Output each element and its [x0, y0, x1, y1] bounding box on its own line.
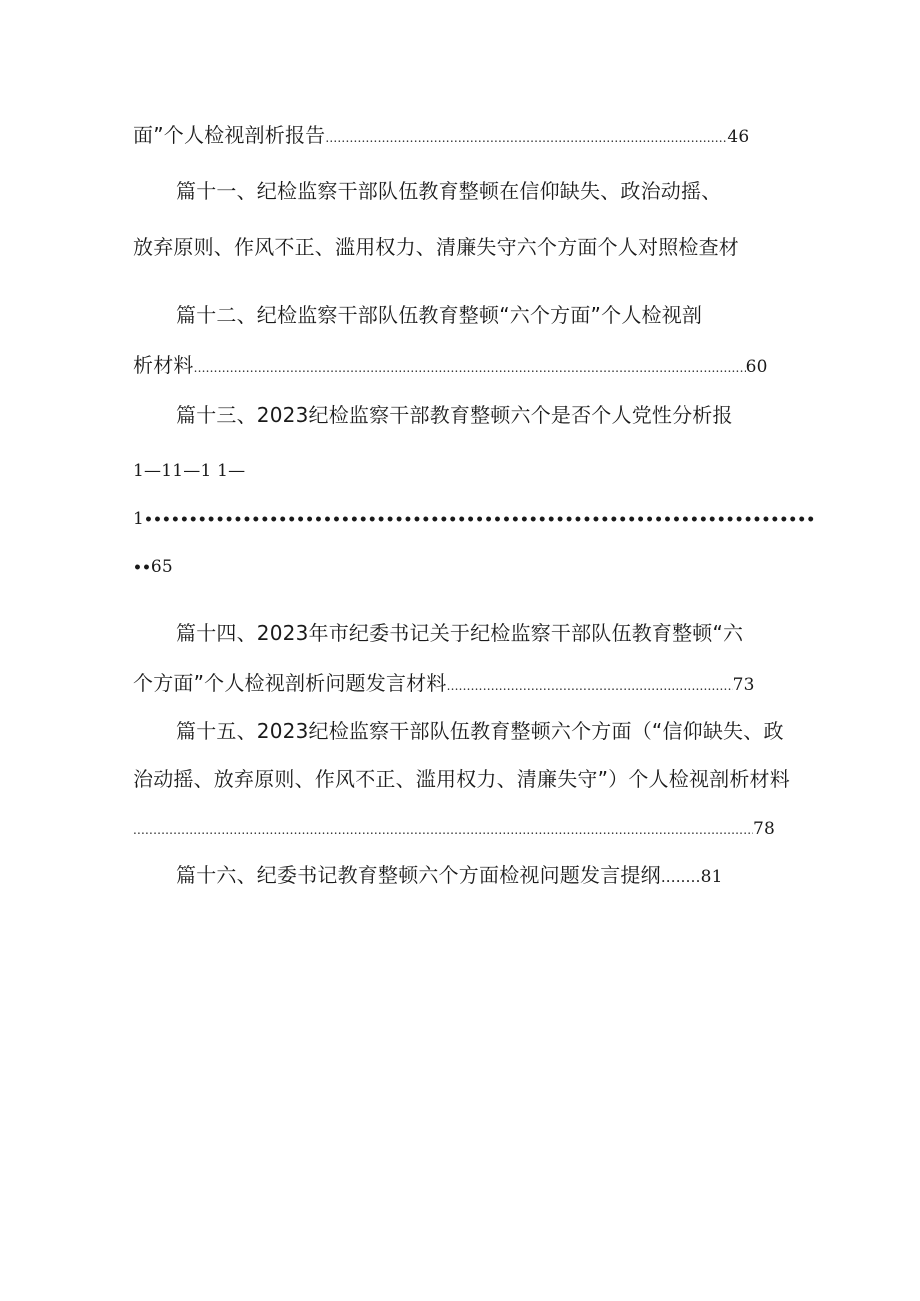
toc-entry-text: 篇十一、纪检监察干部队伍教育整顿在信仰缺失、政治动摇、	[176, 179, 722, 203]
toc-page-number: 65	[150, 557, 173, 577]
toc-entry-text: 篇十四、2023年市纪委书记关于纪检监察干部队伍教育整顿“六	[176, 621, 744, 645]
toc-entry-13-line2	[133, 458, 245, 484]
toc-entry-text: 面”个人检视剖析报告	[133, 123, 326, 147]
toc-entry-text: 放弃原则、作风不正、滥用权力、清廉失守六个方面个人对照检查材	[133, 235, 739, 259]
toc-page-number: 78	[753, 819, 776, 839]
toc-page-number: 73	[732, 675, 755, 695]
toc-page-number: 46	[727, 127, 750, 147]
leader-dots	[133, 817, 753, 843]
toc-entry-text: 篇十二、纪检监察干部队伍教育整顿“六个方面”个人检视剖	[176, 303, 703, 327]
leader-bullets: ••	[133, 560, 151, 576]
toc-entry-15-line2[interactable]	[133, 766, 790, 792]
toc-entry-11-line2[interactable]	[133, 234, 739, 260]
leader-dots: ........	[660, 868, 701, 886]
toc-entry-12-line1[interactable]	[176, 302, 702, 328]
toc-page-number: 60	[745, 357, 768, 377]
toc-entry-text: 个方面”个人检视剖析问题发言材料	[133, 671, 447, 695]
toc-entry-10-tail[interactable]	[133, 122, 749, 151]
toc-page-number: 81	[700, 867, 723, 887]
toc-entry-11-line1[interactable]	[176, 178, 721, 204]
toc-entry-12-line2[interactable]	[133, 352, 768, 381]
toc-entry-13-line1[interactable]	[176, 402, 733, 428]
toc-entry-text: 治动摇、放弃原则、作风不正、滥用权力、清廉失守”）个人检视剖析材料	[133, 767, 790, 791]
leader-dots	[194, 355, 746, 381]
leader-dots	[325, 125, 727, 151]
toc-entry-15-line3[interactable]	[133, 816, 775, 843]
toc-entry-text: 1—11—1 1—	[133, 461, 246, 481]
leader-dots	[447, 673, 733, 699]
toc-entry-14-line1[interactable]	[176, 620, 743, 646]
toc-entry-text: 篇十五、2023纪检监察干部队伍教育整顿六个方面（“信仰缺失、政	[176, 719, 784, 743]
toc-entry-13-line3	[133, 506, 815, 533]
toc-entry-text: 析材料	[133, 353, 194, 377]
toc-entry-text: 1	[133, 509, 145, 529]
toc-entry-15-line1[interactable]	[176, 718, 784, 744]
toc-entry-16[interactable]	[176, 862, 723, 890]
leader-bullets: •••••••••••••••••••••••••••••••••••••••••••••••••••••••••••••••••••••••••••	[144, 512, 816, 528]
toc-entry-text: 篇十三、2023纪检监察干部教育整顿六个是否个人党性分析报	[176, 403, 733, 427]
toc-entry-13-line4[interactable]	[133, 554, 173, 581]
toc-entry-14-line2[interactable]	[133, 670, 755, 699]
toc-entry-text: 篇十六、纪委书记教育整顿六个方面检视问题发言提纲	[176, 863, 661, 887]
